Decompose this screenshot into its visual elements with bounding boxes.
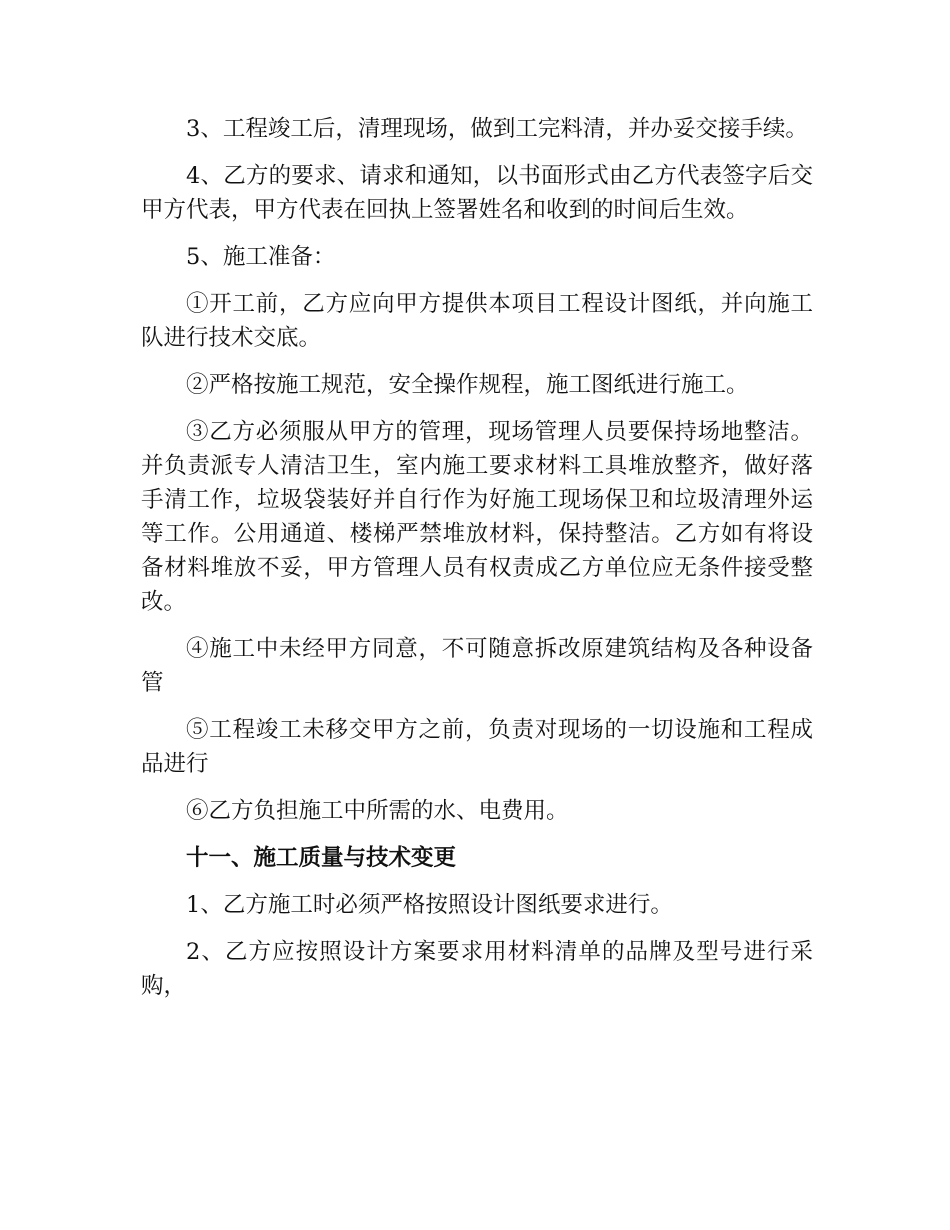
paragraph-quality-2: 2、乙方应按照设计方案要求用材料清单的品牌及型号进行采购， (141, 939, 813, 999)
section-heading-quality: 十一、施工质量与技术变更 (186, 845, 457, 871)
paragraph-item-5-protection: ⑤工程竣工未移交甲方之前，负责对现场的一切设施和工程成品进行 (141, 717, 813, 777)
paragraph-item-6-utilities: ⑥乙方负担施工中所需的水、电费用。 (186, 798, 569, 824)
paragraph-completion-cleanup: 3、工程竣工后，清理现场，做到工完料清，并办妥交接手续。 (186, 116, 808, 142)
paragraph-item-2-standards: ②严格按施工规范，安全操作规程，施工图纸进行施工。 (186, 372, 749, 398)
paragraph-quality-1: 1、乙方施工时必须严格按照设计图纸要求进行。 (186, 892, 673, 918)
paragraph-item-4-structure: ④施工中未经甲方同意，不可随意拆改原建筑结构及各种设备管 (141, 636, 813, 696)
paragraph-item-3-site-management: ③乙方必须服从甲方的管理，现场管理人员要保持场地整洁。并负责派专人清洁卫生，室内施工要求材料工具堆放整齐，做好落手清工作，垃圾袋装好并自行作为好施工现场保卫和垃圾清理外运等工作。公用通道、楼梯严禁堆放材料，保持整洁。乙方如有将设备材料堆放不妥，甲方管理人员有权责成乙方单位应无条件接受整改。 (141, 419, 813, 615)
paragraph-item-1-drawings: ①开工前，乙方应向甲方提供本项目工程设计图纸，并向施工队进行技术交底。 (141, 291, 813, 351)
paragraph-construction-prep: 5、施工准备： (186, 244, 336, 270)
document-page (141, 112, 813, 1016)
paragraph-written-notices: 4、乙方的要求、请求和通知，以书面形式由乙方代表签字后交甲方代表，甲方代表在回执上签署姓名和收到的时间后生效。 (141, 163, 813, 223)
